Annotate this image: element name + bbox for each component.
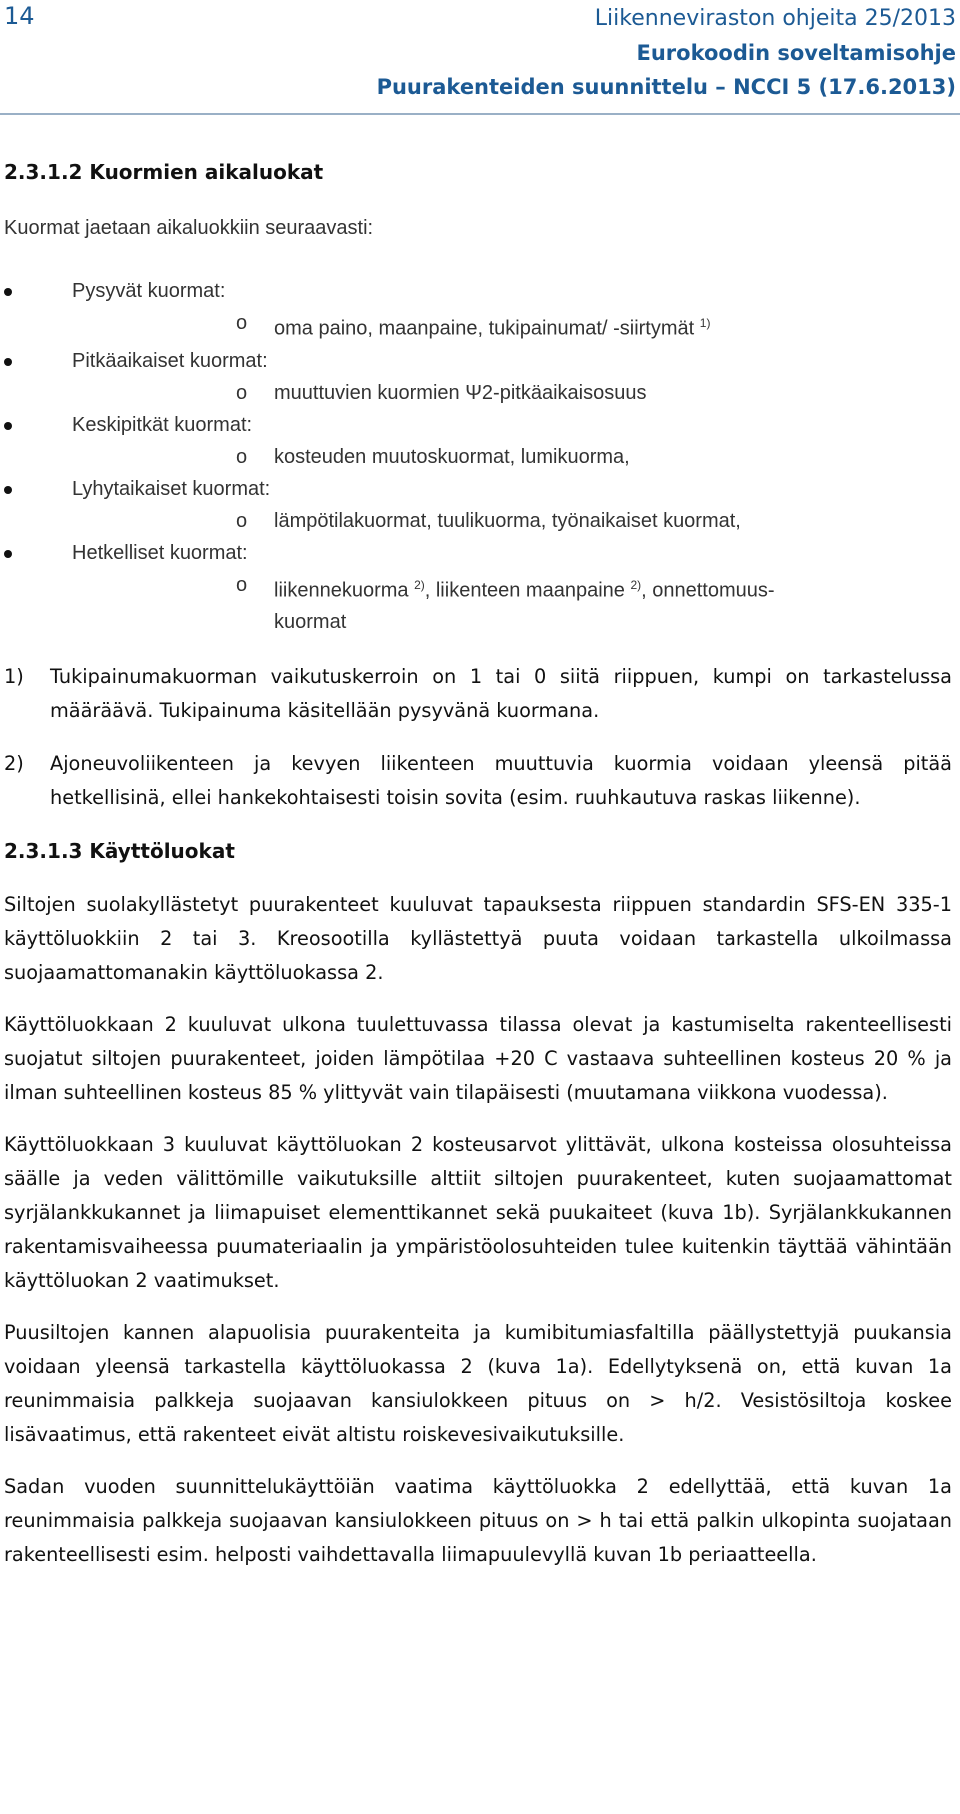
footnotes	[4, 660, 952, 815]
load-item-text: , onnettomuus-	[641, 579, 775, 602]
document-subtitle-date: Puurakenteiden suunnittelu – NCCI 5 (17.6.2013)	[376, 75, 956, 99]
load-item-text: oma paino, maanpaine, tukipainumat/ -siirtymät	[274, 317, 695, 340]
header-divider	[0, 113, 960, 115]
load-class-instantaneous	[4, 537, 952, 639]
load-item	[72, 307, 952, 345]
list-marker: o	[236, 573, 248, 596]
load-class-medium-term	[4, 409, 952, 473]
paragraph: Käyttöluokkaan 2 kuuluvat ulkona tuulettuvassa tilassa olevat ja kastumiselta rakenteellisesti suojatut siltojen puurakenteet, joiden lämpötilaa +20 C vastaava suhteellinen kosteus 20 % ja ilman suhteellinen kosteus 85 % ylittyvät vain tilapäisesti (muutamana viikkona vuodessa).	[4, 1013, 952, 1105]
footnote-ref: 1)	[699, 316, 711, 330]
intro-text: Kuormat jaetaan aikaluokkiin seuraavasti:	[4, 217, 374, 239]
list-marker: o	[236, 509, 248, 532]
load-class-long-term	[4, 345, 952, 409]
running-head	[377, 2, 956, 104]
publication-series: Liikenneviraston ohjeita 25/2013	[594, 6, 956, 31]
load-item-text: liikennekuorma	[274, 579, 409, 602]
list-marker: o	[236, 445, 248, 468]
load-item-text: muuttuvien kuormien Ψ2-pitkäaikaisosuus	[274, 381, 647, 404]
bullet-icon	[4, 486, 12, 494]
bullet-icon	[4, 288, 12, 296]
footnote-text: Ajoneuvoliikenteen ja kevyen liikenteen muuttuvia kuormia voidaan yleensä pitää hetkellisinä, ellei hankekohtaisesti toisin sovita (esim. ruuhkautuva raskas liikenne).	[50, 752, 952, 810]
footnote-text: Tukipainumakuorman vaikutuskerroin on 1 tai 0 siitä riippuen, kumpi on tarkastelussa määräävä. Tukipainuma käsitellään pysyvänä kuormana.	[50, 665, 952, 723]
load-item	[72, 441, 952, 473]
footnote-ref: 2)	[630, 577, 642, 592]
footnote-number: 2)	[4, 752, 24, 776]
footnote	[4, 660, 952, 728]
load-class-label: Pitkäaikaiset kuormat:	[72, 349, 268, 372]
section-heading-load-duration: 2.3.1.2 Kuormien aikaluokat	[4, 160, 324, 184]
load-class-short-term	[4, 473, 952, 537]
load-item-text-continued: kuormat	[274, 611, 347, 634]
footnote-ref: 2)	[414, 577, 425, 592]
list-marker: o	[236, 312, 248, 334]
load-item-text: , liikenteen maanpaine	[424, 579, 625, 602]
load-item	[72, 505, 952, 537]
page-number: 14	[4, 2, 35, 30]
bullet-icon	[4, 422, 12, 430]
paragraph: Puusiltojen kannen alapuolisia puurakenteita ja kumibitumiasfaltilla päällystettyjä puukansia voidaan yleensä tarkastella käyttöluokassa 2 (kuva 1a). Edellytyksenä on, että kuvan 1a reunimmaisia palkkeja suojaavan kansiulokkeen pituus on > h/2. Vesistösiltoja koskee lisävaatimus, että rakenteet eivät altistu roiskevesivaikutuksille.	[4, 1321, 952, 1447]
paragraph: Siltojen suolakyllästetyt puurakenteet kuuluvat tapauksesta riippuen standardin SFS-EN 335-1 käyttöluokkiin 2 tai 3. Kreosootilla kyllästettyä puuta voidaan tarkastella ulkoilmassa suojaamattomanakin käyttöluokassa 2.	[4, 893, 952, 985]
load-item	[72, 377, 952, 409]
section-heading-service-class: 2.3.1.3 Käyttöluokat	[4, 839, 235, 864]
footnote-number: 1)	[4, 665, 24, 689]
load-class-list	[4, 275, 952, 638]
document-body	[4, 155, 952, 1572]
load-item-text: kosteuden muutoskuormat, lumikuorma,	[274, 445, 630, 468]
load-class-permanent	[4, 275, 952, 345]
load-item	[72, 569, 952, 639]
load-class-label: Keskipitkät kuormat:	[72, 413, 253, 436]
list-marker: o	[236, 381, 248, 404]
load-class-label: Pysyvät kuormat:	[72, 280, 226, 302]
load-item-text: lämpötilakuormat, tuulikuorma, työnaikaiset kuormat,	[274, 509, 741, 532]
load-class-label: Lyhytaikaiset kuormat:	[72, 477, 271, 500]
bullet-icon	[4, 550, 12, 558]
paragraph: Sadan vuoden suunnittelukäyttöiän vaatima käyttöluokka 2 edellyttää, että kuvan 1a reunimmaisia palkkeja suojaavan kansiulokkeen pituus on > h tai että palkin ulkopinta suojataan rakenteellisesti esim. helposti vaihdettavalla liimapuulevyllä kuvan 1b periaatteella.	[4, 1475, 952, 1567]
paragraph: Käyttöluokkaan 3 kuuluvat käyttöluokan 2 kosteusarvot ylittävät, ulkona kosteissa olosuhteissa säälle ja veden välittömille vaikutuksille alttiit siltojen puurakenteet, kuten suojaamattomat syrjälankkukannet ja liimapuiset elementtikannet sekä puukaiteet (kuva 1b). Syrjälankkukannen rakentamisvaiheessa puumateriaalin ja ympäristöolosuhteiden tulee kuitenkin täyttää vähintään käyttöluokan 2 vaatimukset.	[4, 1133, 952, 1293]
bullet-icon	[4, 358, 12, 366]
footnote	[4, 747, 952, 815]
document-subtitle: Eurokoodin soveltamisohje	[636, 41, 956, 65]
load-class-label: Hetkelliset kuormat:	[72, 541, 248, 564]
